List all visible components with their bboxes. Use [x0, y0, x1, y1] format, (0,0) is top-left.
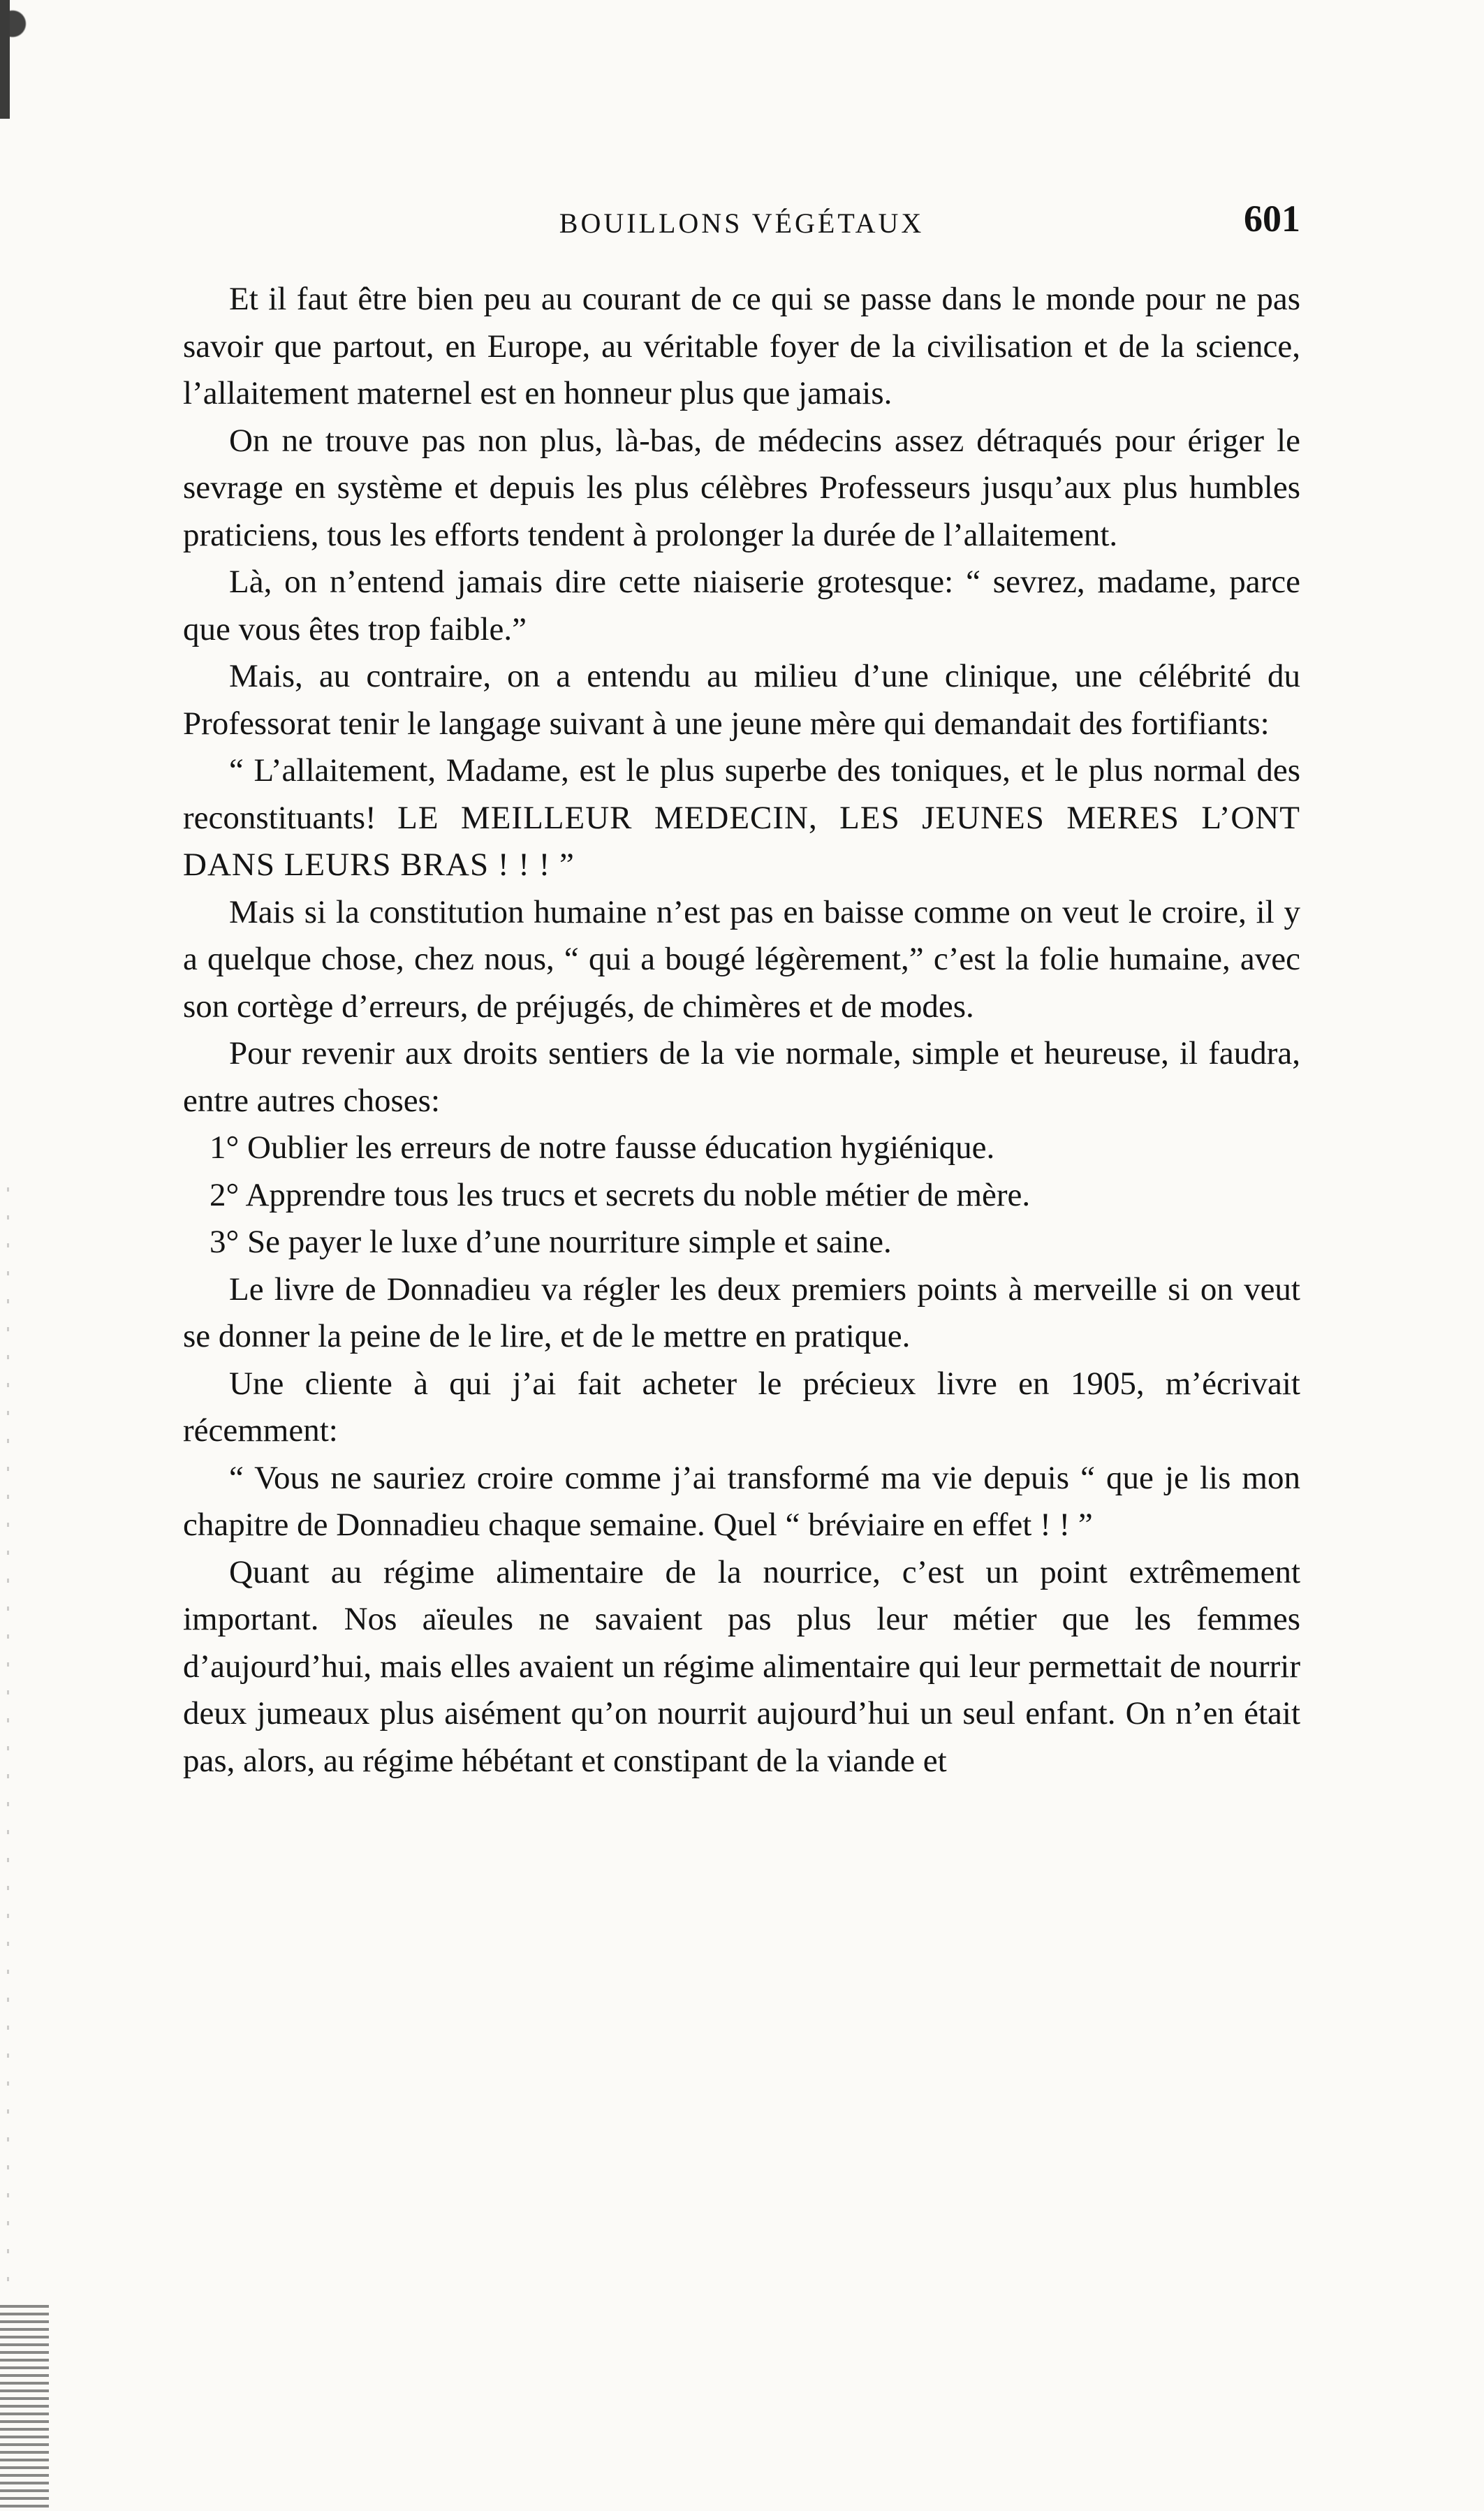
paragraph: Quant au régime alimentaire de la nourrice, c’est un point extrêmement important. Nos aïeules ne savaient pas plus leur métier que les femmes d’aujourd’hui, mais elles avaient un régime alimentaire qui leur permettait de nourrir deux jumeaux plus aisément qu’on nourrit aujourd’hui un seul enfant. On n’en était pas, alors, au régime hébétant et constipant de la viande et [183, 1553, 1300, 1779]
scan-edge-top [0, 0, 42, 119]
paragraph: Et il faut être bien peu au courant de ce qui se passe dans le monde pour ne pas savoir que partout, en Europe, au véritable foyer de la civilisation et de la science, l’allaitement maternel est en honneur plus que jamais. [183, 281, 1300, 411]
paragraph: Mais si la constitution humaine n’est pas en baisse comme on veut le croire, il y a quelque chose, chez nous, “ qui a bougé légèrement,” c’est la folie humaine, avec son cortège d’erreurs, de préjugés, de chimères et de modes. [183, 893, 1300, 1025]
paragraph: Pour revenir aux droits sentiers de la vie normale, simple et heureuse, il faudra, entre autres choses: [183, 1035, 1300, 1119]
scan-edge-line [7, 1187, 9, 2305]
scan-edge-bottom [0, 2305, 49, 2511]
paragraph: Mais, au contraire, on a entendu au milieu d’une clinique, une célébrité du Professorat tenir le langage suivant à une jeune mère qui demandait des fortifiants: [183, 658, 1300, 742]
paragraph: Le livre de Donnadieu va régler les deux premiers points à merveille si on veut se donner la peine de le lire, et de le mettre en pratique. [183, 1271, 1300, 1354]
paragraph: Une cliente à qui j’ai fait acheter le précieux livre en 1905, m’écrivait récemment: [183, 1365, 1300, 1449]
paragraph: Là, on n’entend jamais dire cette niaiserie grotesque: “ sevrez, madame, parce que vous êtes trop faible.” [183, 564, 1300, 647]
list-item: 2° Apprendre tous les trucs et secrets du noble métier de mère. [210, 1176, 1031, 1213]
quote-capitals: LE MEILLEUR MEDECIN, LES JEUNES MERES L’ONT DANS LEURS BRAS ! ! ! ” [183, 799, 1300, 883]
running-title: BOUILLONS VÉGÉTAUX [559, 207, 925, 239]
quote-paragraph [183, 747, 1300, 889]
body-text [183, 276, 1300, 1785]
quote-paragraph: “ Vous ne sauriez croire comme j’ai transformé ma vie depuis “ que je lis mon chapitre de Donnadieu chaque semaine. Quel “ bréviaire en effet ! ! ” [183, 1459, 1300, 1543]
quote-text: “ L’allaitement, Madame, est le plus superbe des toniques, et le plus normal des reconstituants! [183, 752, 1300, 836]
list-item: 3° Se payer le luxe d’une nourriture simple et saine. [210, 1224, 892, 1260]
page-header [183, 197, 1300, 253]
list-item: 1° Oublier les erreurs de notre fausse éducation hygiénique. [210, 1129, 995, 1166]
page-number: 601 [1244, 198, 1300, 240]
paragraph: On ne trouve pas non plus, là-bas, de médecins assez détraqués pour ériger le sevrage en système et depuis les plus célèbres Professeurs jusqu’aux plus humbles praticiens, tous les efforts tendent à prolonger la durée de l’allaitement. [183, 422, 1300, 553]
